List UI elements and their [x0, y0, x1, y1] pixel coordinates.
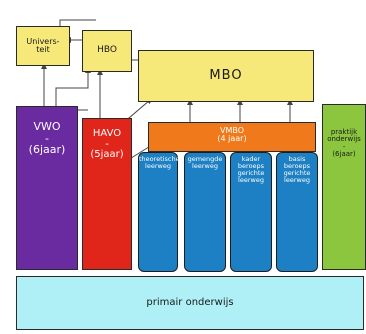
vmbo-track-theoretische: theoretische leerweg	[138, 152, 178, 272]
vwo-box: VWO - (6jaar)	[16, 106, 78, 270]
praktijkonderwijs-box: praktijk onderwijs - (6jaar)	[322, 104, 366, 270]
primair-onderwijs-box: primair onderwijs	[16, 276, 364, 330]
mbo-box: MBO	[138, 50, 314, 102]
universiteit-box: Univers- teit	[16, 26, 70, 66]
hbo-box: HBO	[82, 30, 132, 72]
arrow-vwo-hbo	[56, 70, 88, 108]
vmbo-track-kader: kader beroeps gerichte leerweg	[230, 152, 272, 272]
vmbo-track-basis: basis beroeps gerichte leerweg	[276, 152, 318, 272]
vmbo-box: VMBO (4 jaar)	[148, 122, 316, 152]
havo-box: HAVO - (5jaar)	[82, 118, 132, 270]
vmbo-track-gemengde: gemengde leerweg	[184, 152, 226, 272]
